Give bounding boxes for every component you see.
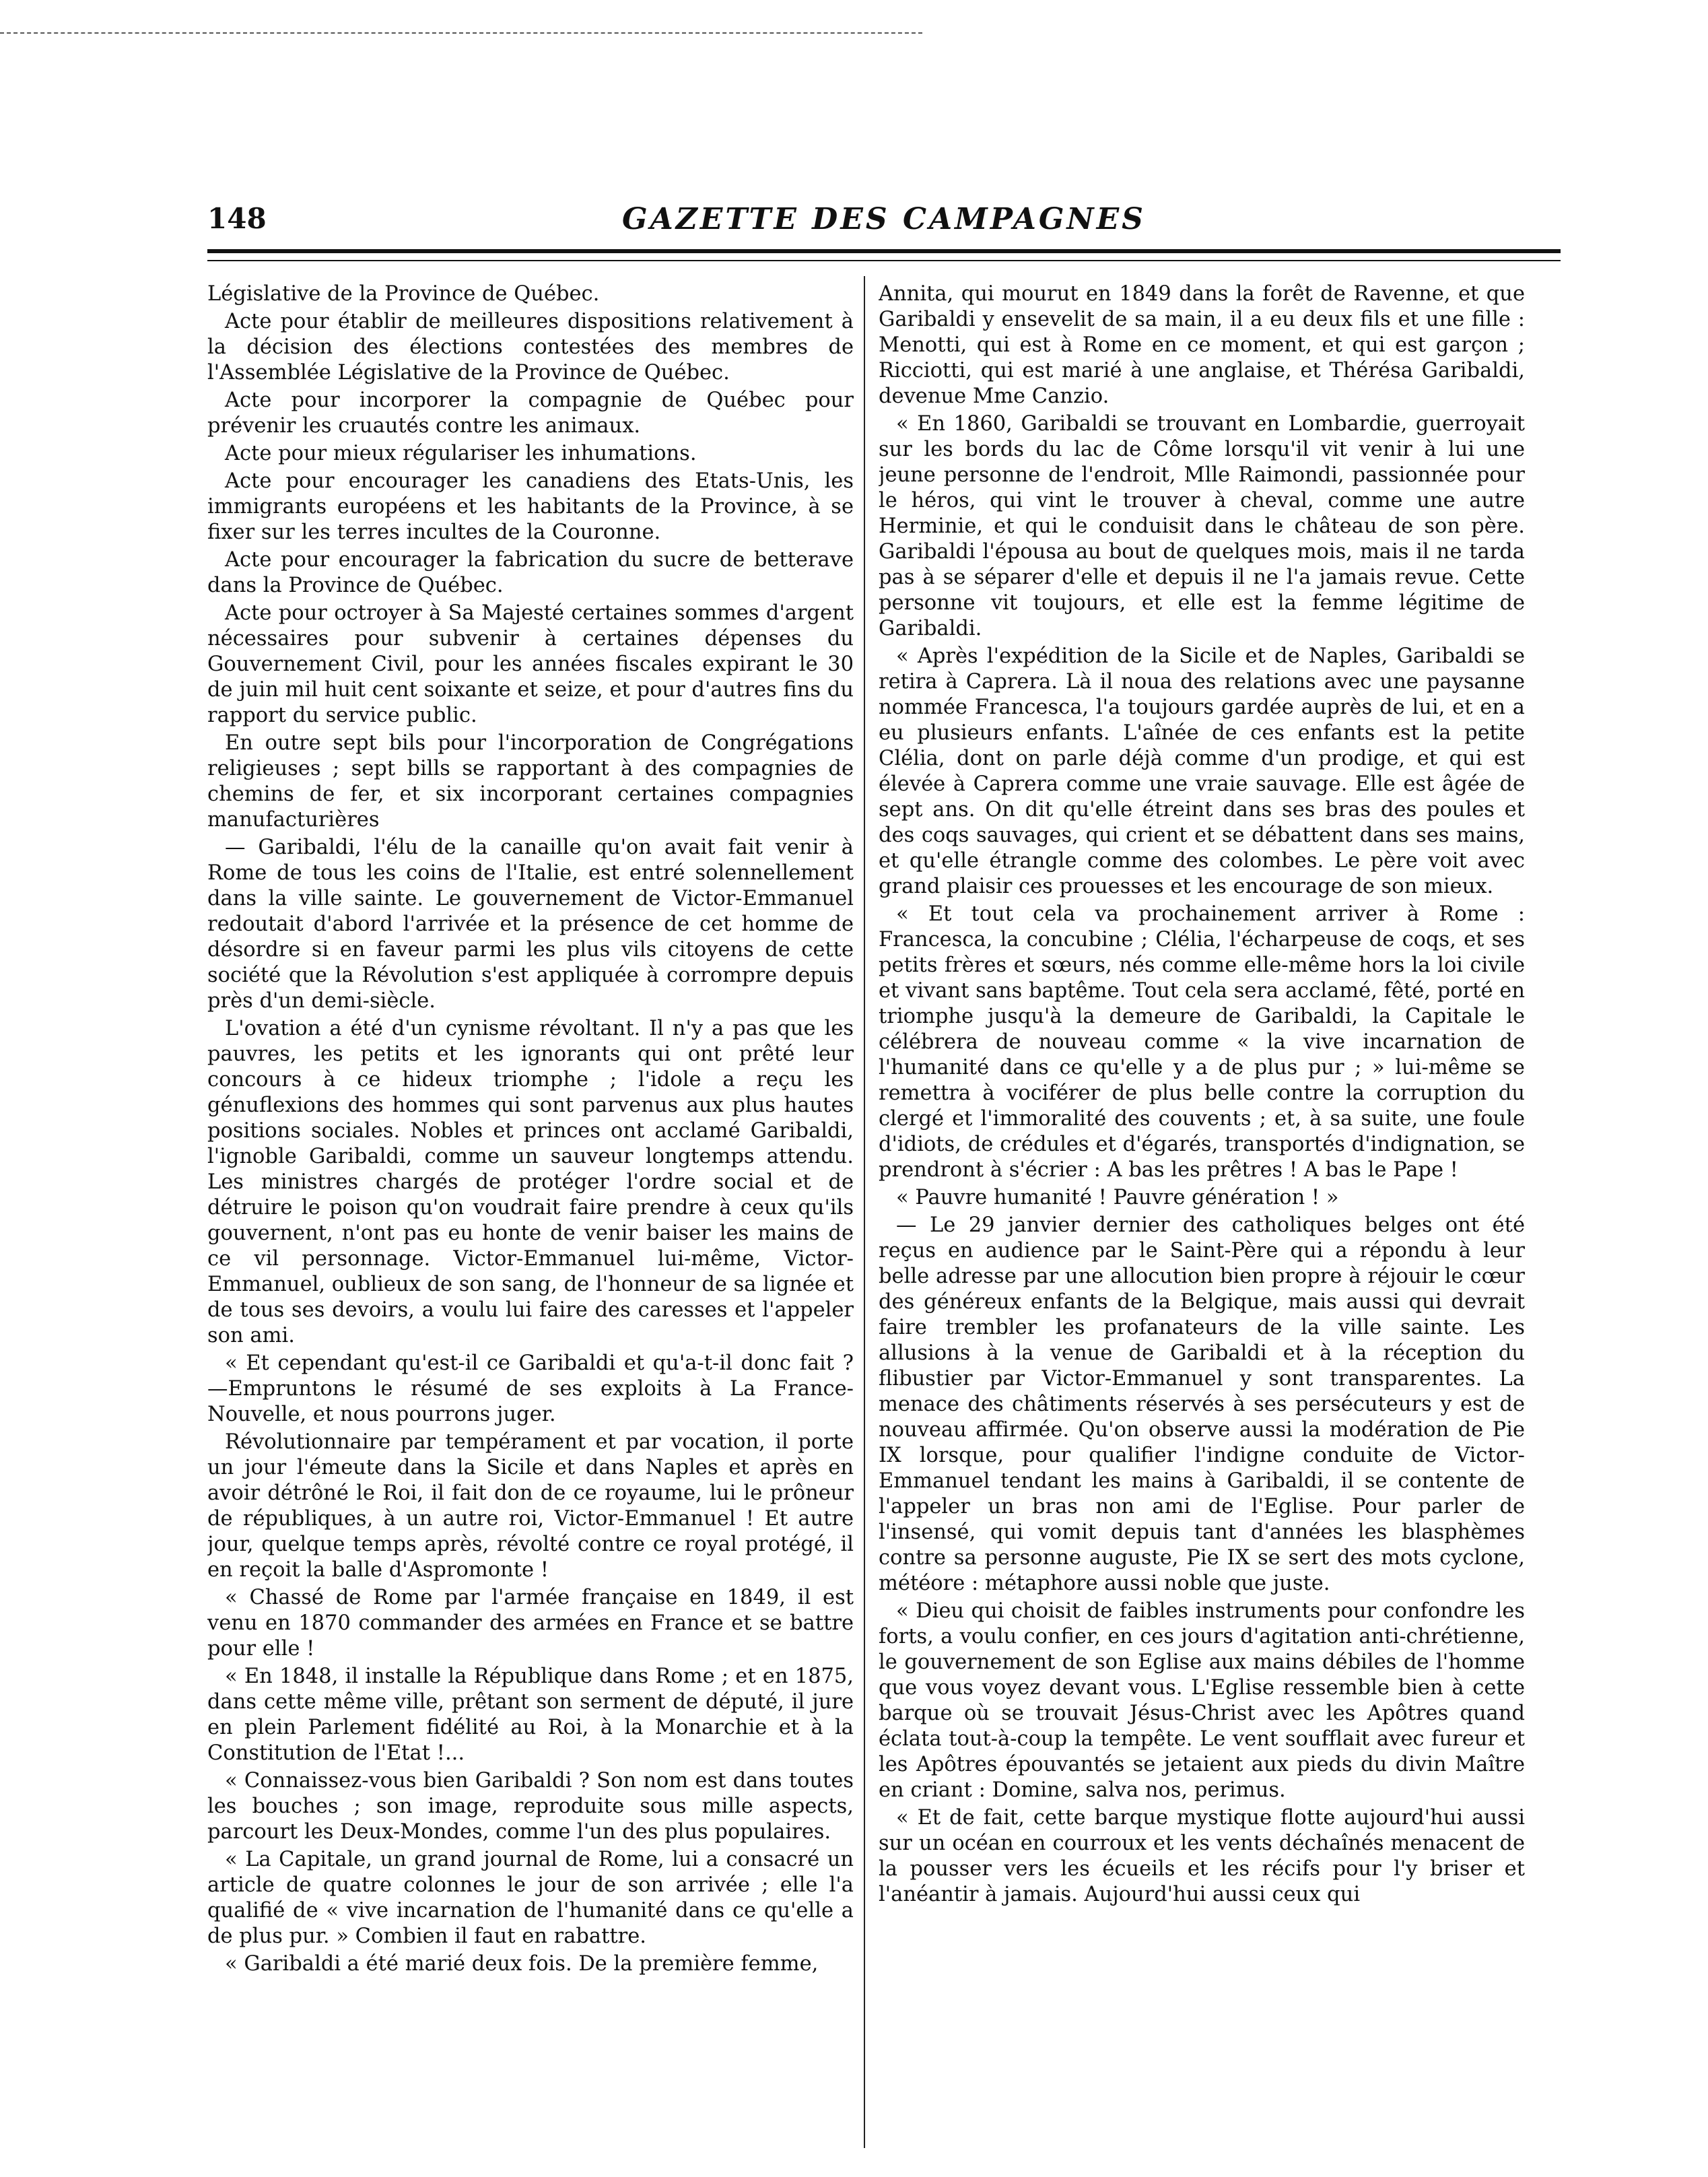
paragraph: Révolutionnaire par tempérament et par vocation, il porte un jour l'émeute dans la Sicile et dans Naples et après en avoir détrôné le Roi, il fait don de ce royaume, lui le prôneur de républiques, à un autre roi, Victor-Emmanuel ! Et autre jour, quelque temps après, révolté contre ce royal protégé, il en reçoit la balle d'Aspromonte ! xyxy=(207,1430,854,1582)
paragraph: Acte pour octroyer à Sa Majesté certaines sommes d'argent nécessaires pour subvenir à certaines dépenses du Gouvernement Civil, pour les années fiscales expirant le 30 de juin mil huit cent soixante et seize, et pour d'autres fins du rapport du service public. xyxy=(207,601,854,727)
paragraph: « Et tout cela va prochainement arriver à Rome : Francesca, la concubine ; Clélia, l'écharpeuse de coqs, et ses petits frères et sœurs, nés comme elle-même hors la loi civile et vivant sans baptême. Tout cela sera acclamé, fêté, porté en triomphe jusqu'à la demeure de Garibaldi, la Capitale le célébrera de nouveau comme « la vive incarnation de l'humanité dans ce qu'elle y a de plus pur ; » lui-même se remettra à vociférer de plus belle contre la corruption du clergé et l'immoralité des couvents ; et, à sa suite, une foule d'idiots, de crédules et d'égarés, transportés d'indignation, se prendront à s'écrier : A bas les prêtres ! A bas le Pape ! xyxy=(879,902,1525,1182)
paragraph: Acte pour encourager la fabrication du sucre de betterave dans la Province de Québec. xyxy=(207,548,854,597)
paragraph: « En 1848, il installe la République dans Rome ; et en 1875, dans cette même ville, prêtant son serment de député, il jure en plein Parlement fidélité au Roi, à la Monarchie et à la Constitution de l'Etat !... xyxy=(207,1665,854,1765)
paragraph: — Garibaldi, l'élu de la canaille qu'on avait fait venir à Rome de tous les coins de l'Italie, est entré solennellement dans la ville sainte. Le gouvernement de Victor-Emmanuel redoutait d'abord l'arrivée et la présence de cet homme de désordre si en faveur parmi les plus vils citoyens de cette société que la Révolution s'est appliquée à corrompre depuis près d'un demi-siècle. xyxy=(207,836,854,1013)
paragraph: « Dieu qui choisit de faibles instruments pour confondre les forts, a voulu confier, en ces jours d'agitation anti-chrétienne, le gouvernement de son Eglise aux mains débiles de l'homme que vous voyez devant vous. L'Eglise ressemble bien à cette barque où se trouvait Jésus-Christ avec les Apôtres quand éclata tout-à-coup la tempête. Le vent soufflait avec fureur et les Apôtres épouvantés se jetaient aux pieds du divin Maître en criant : Domine, salva nos, perimus. xyxy=(879,1599,1525,1802)
paragraph: En outre sept bils pour l'incorporation de Congrégations religieuses ; sept bills se rapportant à des compagnies de chemins de fer, et six incorporant certaines compagnies manufacturières xyxy=(207,731,854,832)
paragraph: — Le 29 janvier dernier des catholiques belges ont été reçus en audience par le Saint-Père qui a répondu à leur belle adresse par une allocution bien propre à réjouir le cœur des généreux enfants de la Belgique, mais aussi qui devrait faire trembler les profanateurs de la ville sainte. Les allusions à la venue de Garibaldi et à la réception du flibustier par Victor-Emmanuel y sont transparentes. La menace des châtiments réservés à ses persécuteurs y est de nouveau affirmée. Qu'on observe aussi la modération de Pie IX lorsque, pour qualifier l'indigne conduite de Victor-Emmanuel tendant les mains à Garibaldi, il se contente de l'appeler un bras non ami de l'Eglise. Pour parler de l'insensé, qui vomit depuis tant d'années les blasphèmes contre sa personne auguste, Pie IX se sert des mots cyclone, météore : métaphore aussi noble que juste. xyxy=(879,1213,1525,1595)
right-column xyxy=(879,281,1525,2147)
paragraph: « Et de fait, cette barque mystique flotte aujourd'hui aussi sur un océan en courroux et les vents déchaînés menacent de la pousser vers les écueils et les récifs pour l'y briser et l'anéantir à jamais. Aujourd'hui aussi ceux qui xyxy=(879,1806,1525,1906)
paragraph: Acte pour incorporer la compagnie de Québec pour prévenir les cruautés contre les animaux. xyxy=(207,389,854,438)
paragraph: Acte pour établir de meilleures dispositions relativement à la décision des élections contestées des membres de l'Assemblée Législative de la Province de Québec. xyxy=(207,310,854,384)
paragraph: « La Capitale, un grand journal de Rome, lui a consacré un article de quatre colonnes le jour de son arrivée ; elle l'a qualifié de « vive incarnation de l'humanité dans ce qu'elle a de plus pur. » Combien il faut en rabattre. xyxy=(207,1848,854,1948)
paragraph: « Après l'expédition de la Sicile et de Naples, Garibaldi se retira à Caprera. Là il noua des relations avec une paysanne nommée Francesca, l'a toujours gardée auprès de lui, et en a eu plusieurs enfants. L'aînée de ces enfants est la petite Clélia, dont on parle déjà comme d'un prodige, et qui est élevée à Caprera comme une vraie sauvage. Elle est âgée de sept ans. On dit qu'elle étreint dans ses bras des poules et des coqs sauvages, qui crient et se débattent dans ses mains, et qu'elle étrangle comme des colombes. Le père voit avec grand plaisir ces prouesses et les encourage de son mieux. xyxy=(879,644,1525,898)
paragraph: « Garibaldi a été marié deux fois. De la première femme, xyxy=(225,1952,819,1976)
header-thick-rule xyxy=(207,249,1561,253)
paragraph: « Chassé de Rome par l'armée française en 1849, il est venu en 1870 commander des armées en France et se battre pour elle ! xyxy=(207,1586,854,1661)
header-thin-rule xyxy=(207,260,1561,261)
paragraph: Acte pour mieux régulariser les inhumations. xyxy=(225,442,697,465)
paragraph: « En 1860, Garibaldi se trouvant en Lombardie, guerroyait sur les bords du lac de Côme lorsqu'il vit venir à lui une jeune personne de l'endroit, Mlle Raimondi, passionnée pour le héros, qui vint le trouver à cheval, comme une autre Herminie, et qui le conduisit dans le château de son père. Garibaldi l'épousa au bout de quelques mois, mais il ne tarda pas à se séparer d'elle et depuis il ne l'a jamais revue. Cette personne vit toujours, et elle est la femme légitime de Garibaldi. xyxy=(879,412,1525,640)
paragraph: L'ovation a été d'un cynisme révoltant. Il n'y a pas que les pauvres, les petits et les ignorants qui ont prêté leur concours à ce hideux triomphe ; l'idole a reçu les génuflexions des hommes qui sont parvenus aux plus hautes positions sociales. Nobles et princes ont acclamé Garibaldi, l'ignoble Garibaldi, comme un sauveur longtemps attendu. Les ministres chargés de protéger l'ordre social et de détruire le poison qu'on voudrait faire prendre à ceux qu'ils gouvernent, n'ont pas eu honte de venir baiser les mains de ce vil personnage. Victor-Emmanuel lui-même, Victor-Emmanuel, oublieux de son sang, de l'honneur de sa lignée et de tous ses devoirs, a voulu lui faire des caresses et l'appeler son ami. xyxy=(207,1017,854,1347)
paragraph: Législative de la Province de Québec. xyxy=(207,282,600,306)
paragraph: Acte pour encourager les canadiens des Etats-Unis, les immigrants européens et les habitants de la Province, à se fixer sur les terres incultes de la Couronne. xyxy=(207,469,854,544)
top-dashed-rule xyxy=(0,32,922,34)
page-number: 148 xyxy=(207,202,267,235)
paragraph: « Connaissez-vous bien Garibaldi ? Son nom est dans toutes les bouches ; son image, reproduite sous mille aspects, parcourt les Deux-Mondes, comme l'un des plus populaires. xyxy=(207,1769,854,1844)
paragraph: Annita, qui mourut en 1849 dans la forêt de Ravenne, et que Garibaldi y ensevelit de sa main, il a eu deux fils et une fille : Menotti, qui est à Rome en ce moment, et qui est garçon ; Ricciotti, qui est marié à une anglaise, et Thérésa Garibaldi, devenue Mme Canzio. xyxy=(879,282,1525,408)
page-header xyxy=(207,202,1561,242)
left-column xyxy=(207,281,854,2147)
column-divider xyxy=(864,276,865,2148)
newspaper-title: GAZETTE DES CAMPAGNES xyxy=(622,202,1146,236)
paragraph: « Et cependant qu'est-il ce Garibaldi et qu'a-t-il donc fait ? —Empruntons le résumé de ses exploits à La France-Nouvelle, et nous pourrons juger. xyxy=(207,1351,854,1426)
paragraph: « Pauvre humanité ! Pauvre génération ! » xyxy=(896,1186,1339,1209)
